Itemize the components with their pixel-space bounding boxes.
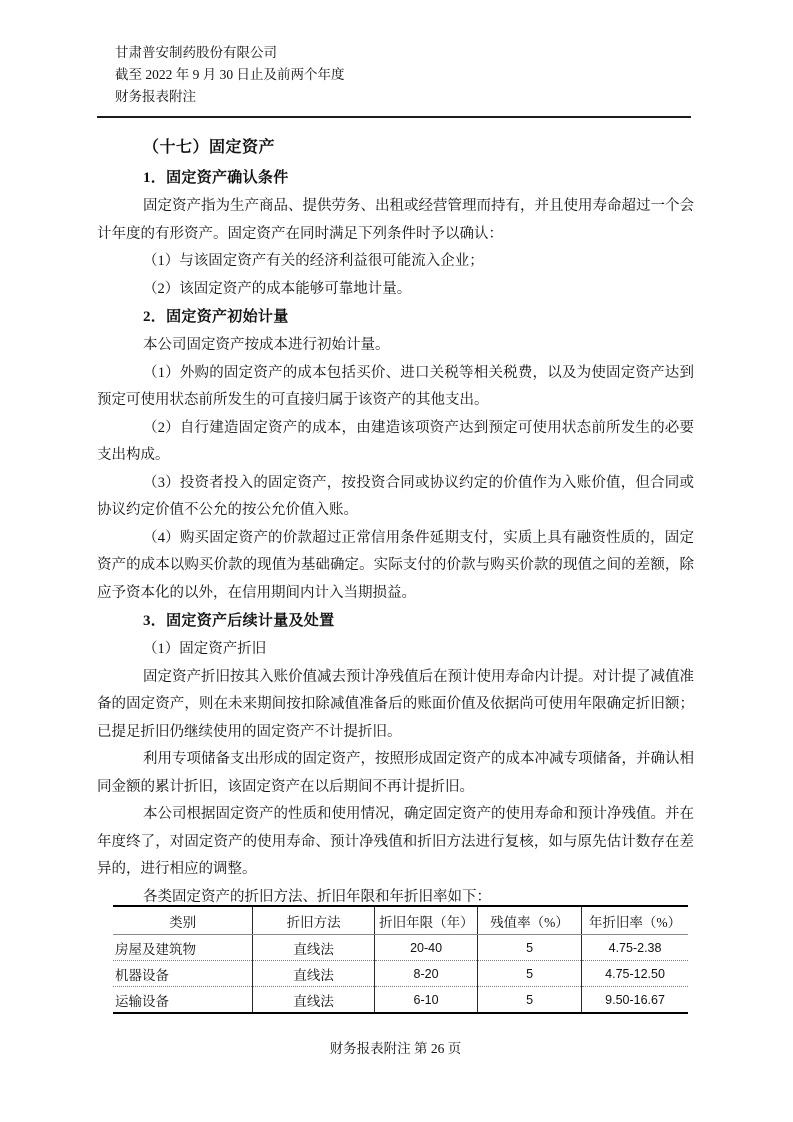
column-header-category: 类别 xyxy=(113,906,253,935)
table-cell-residual-rate: 5 xyxy=(478,935,582,961)
page-header xyxy=(115,42,345,108)
table-cell-useful-life: 6-10 xyxy=(375,987,478,1014)
table-cell-method: 直线法 xyxy=(253,935,375,961)
paragraph: （1）固定资产折旧 xyxy=(143,641,267,657)
table-cell-residual-rate: 5 xyxy=(478,961,582,987)
table-cell-useful-life: 20-40 xyxy=(375,935,478,961)
table-header-row xyxy=(113,906,688,935)
sub-heading-subsequent-measurement: 3．固定资产后续计量及处置 xyxy=(143,613,335,629)
column-header-useful-life: 折旧年限（年） xyxy=(375,906,478,935)
paragraph: 各类固定资产的折旧方法、折旧年限和年折旧率如下： xyxy=(143,888,491,905)
paragraph: （4）购买固定资产的价款超过正常信用条件延期支付，实质上具有融资性质的，固定资产的成本以购买价款的现值为基础确定。实际支付的价款与购买价款的现值之间的差额，除应予资本化的以外，在信用期间内计入当期损益。 xyxy=(97,529,694,601)
table-row-transport xyxy=(113,987,688,1014)
header-divider xyxy=(97,116,691,118)
sub-heading-recognition: 1．固定资产确认条件 xyxy=(143,170,289,186)
table-cell-annual-rate: 4.75-2.38 xyxy=(582,935,688,961)
footer-text: 财务报表附注 第 26 页 xyxy=(329,1041,462,1056)
paragraph: 本公司固定资产按成本进行初始计量。 xyxy=(143,337,390,353)
table-cell-category: 机器设备 xyxy=(113,961,253,987)
paragraph: （1）外购的固定资产的成本包括买价、进口关税等相关税费，以及为使固定资产达到预定可使用状态前所发生的可直接归属于该资产的其他支出。 xyxy=(97,364,694,408)
column-header-method: 折旧方法 xyxy=(253,906,375,935)
company-name: 甘肃普安制药股份有限公司 xyxy=(115,45,277,60)
depreciation-table xyxy=(113,905,688,1014)
document-title: 财务报表附注 xyxy=(115,89,196,104)
paragraph: 利用专项储备支出形成的固定资产，按照形成固定资产的成本冲减专项储备，并确认相同金额的累计折旧，该固定资产在以后期间不再计提折旧。 xyxy=(97,751,694,795)
report-period: 截至 2022 年 9 月 30 日止及前两个年度 xyxy=(115,67,345,82)
paragraph: （1）与该固定资产有关的经济利益很可能流入企业； xyxy=(143,253,484,269)
paragraph: 本公司根据固定资产的性质和使用情况，确定固定资产的使用寿命和预计净残值。并在年度终了，对固定资产的使用寿命、预计净残值和折旧方法进行复核，如与原先估计数存在差异的，进行相应的调整。 xyxy=(97,806,694,877)
table-row-machinery xyxy=(113,961,688,987)
paragraph: 固定资产折旧按其入账价值减去预计净残值后在预计使用寿命内计提。对计提了减值准备的固定资产，则在未来期间按扣除减值准备后的账面价值及依据尚可使用年限确定折旧额；已提足折旧仍继续使用的固定资产不计提折旧。 xyxy=(97,668,694,740)
table-cell-useful-life: 8-20 xyxy=(375,961,478,987)
paragraph: 固定资产指为生产商品、提供劳务、出租或经营管理而持有，并且使用寿命超过一个会计年度的有形资产。固定资产在同时满足下列条件时予以确认： xyxy=(97,198,694,242)
table-cell-method: 直线法 xyxy=(253,961,375,987)
table-cell-method: 直线法 xyxy=(253,987,375,1014)
table-cell-residual-rate: 5 xyxy=(478,987,582,1014)
table-row-buildings xyxy=(113,935,688,961)
table-cell-category: 运输设备 xyxy=(115,993,169,1009)
paragraph: （3）投资者投入的固定资产，按投资合同或协议约定的价值作为入账价值，但合同或协议约定价值不公允的按公允价值入账。 xyxy=(97,474,694,518)
section-heading-fixed-assets: （十七）固定资产 xyxy=(143,139,276,156)
paragraph: （2）自行建造固定资产的成本，由建造该项资产达到预定可使用状态前所发生的必要支出构成。 xyxy=(97,419,694,463)
sub-heading-initial-measurement: 2．固定资产初始计量 xyxy=(143,309,289,325)
document-body xyxy=(97,133,694,911)
table-cell-annual-rate: 4.75-12.50 xyxy=(582,961,688,987)
paragraph: （2）该固定资产的成本能够可靠地计量。 xyxy=(143,280,412,297)
table-cell-category: 房屋及建筑物 xyxy=(113,935,253,961)
page-footer xyxy=(97,1038,694,1060)
column-header-residual-rate: 残值率（%） xyxy=(478,906,582,935)
column-header-annual-rate: 年折旧率（%） xyxy=(582,906,688,935)
table-cell-annual-rate: 9.50-16.67 xyxy=(582,987,688,1014)
